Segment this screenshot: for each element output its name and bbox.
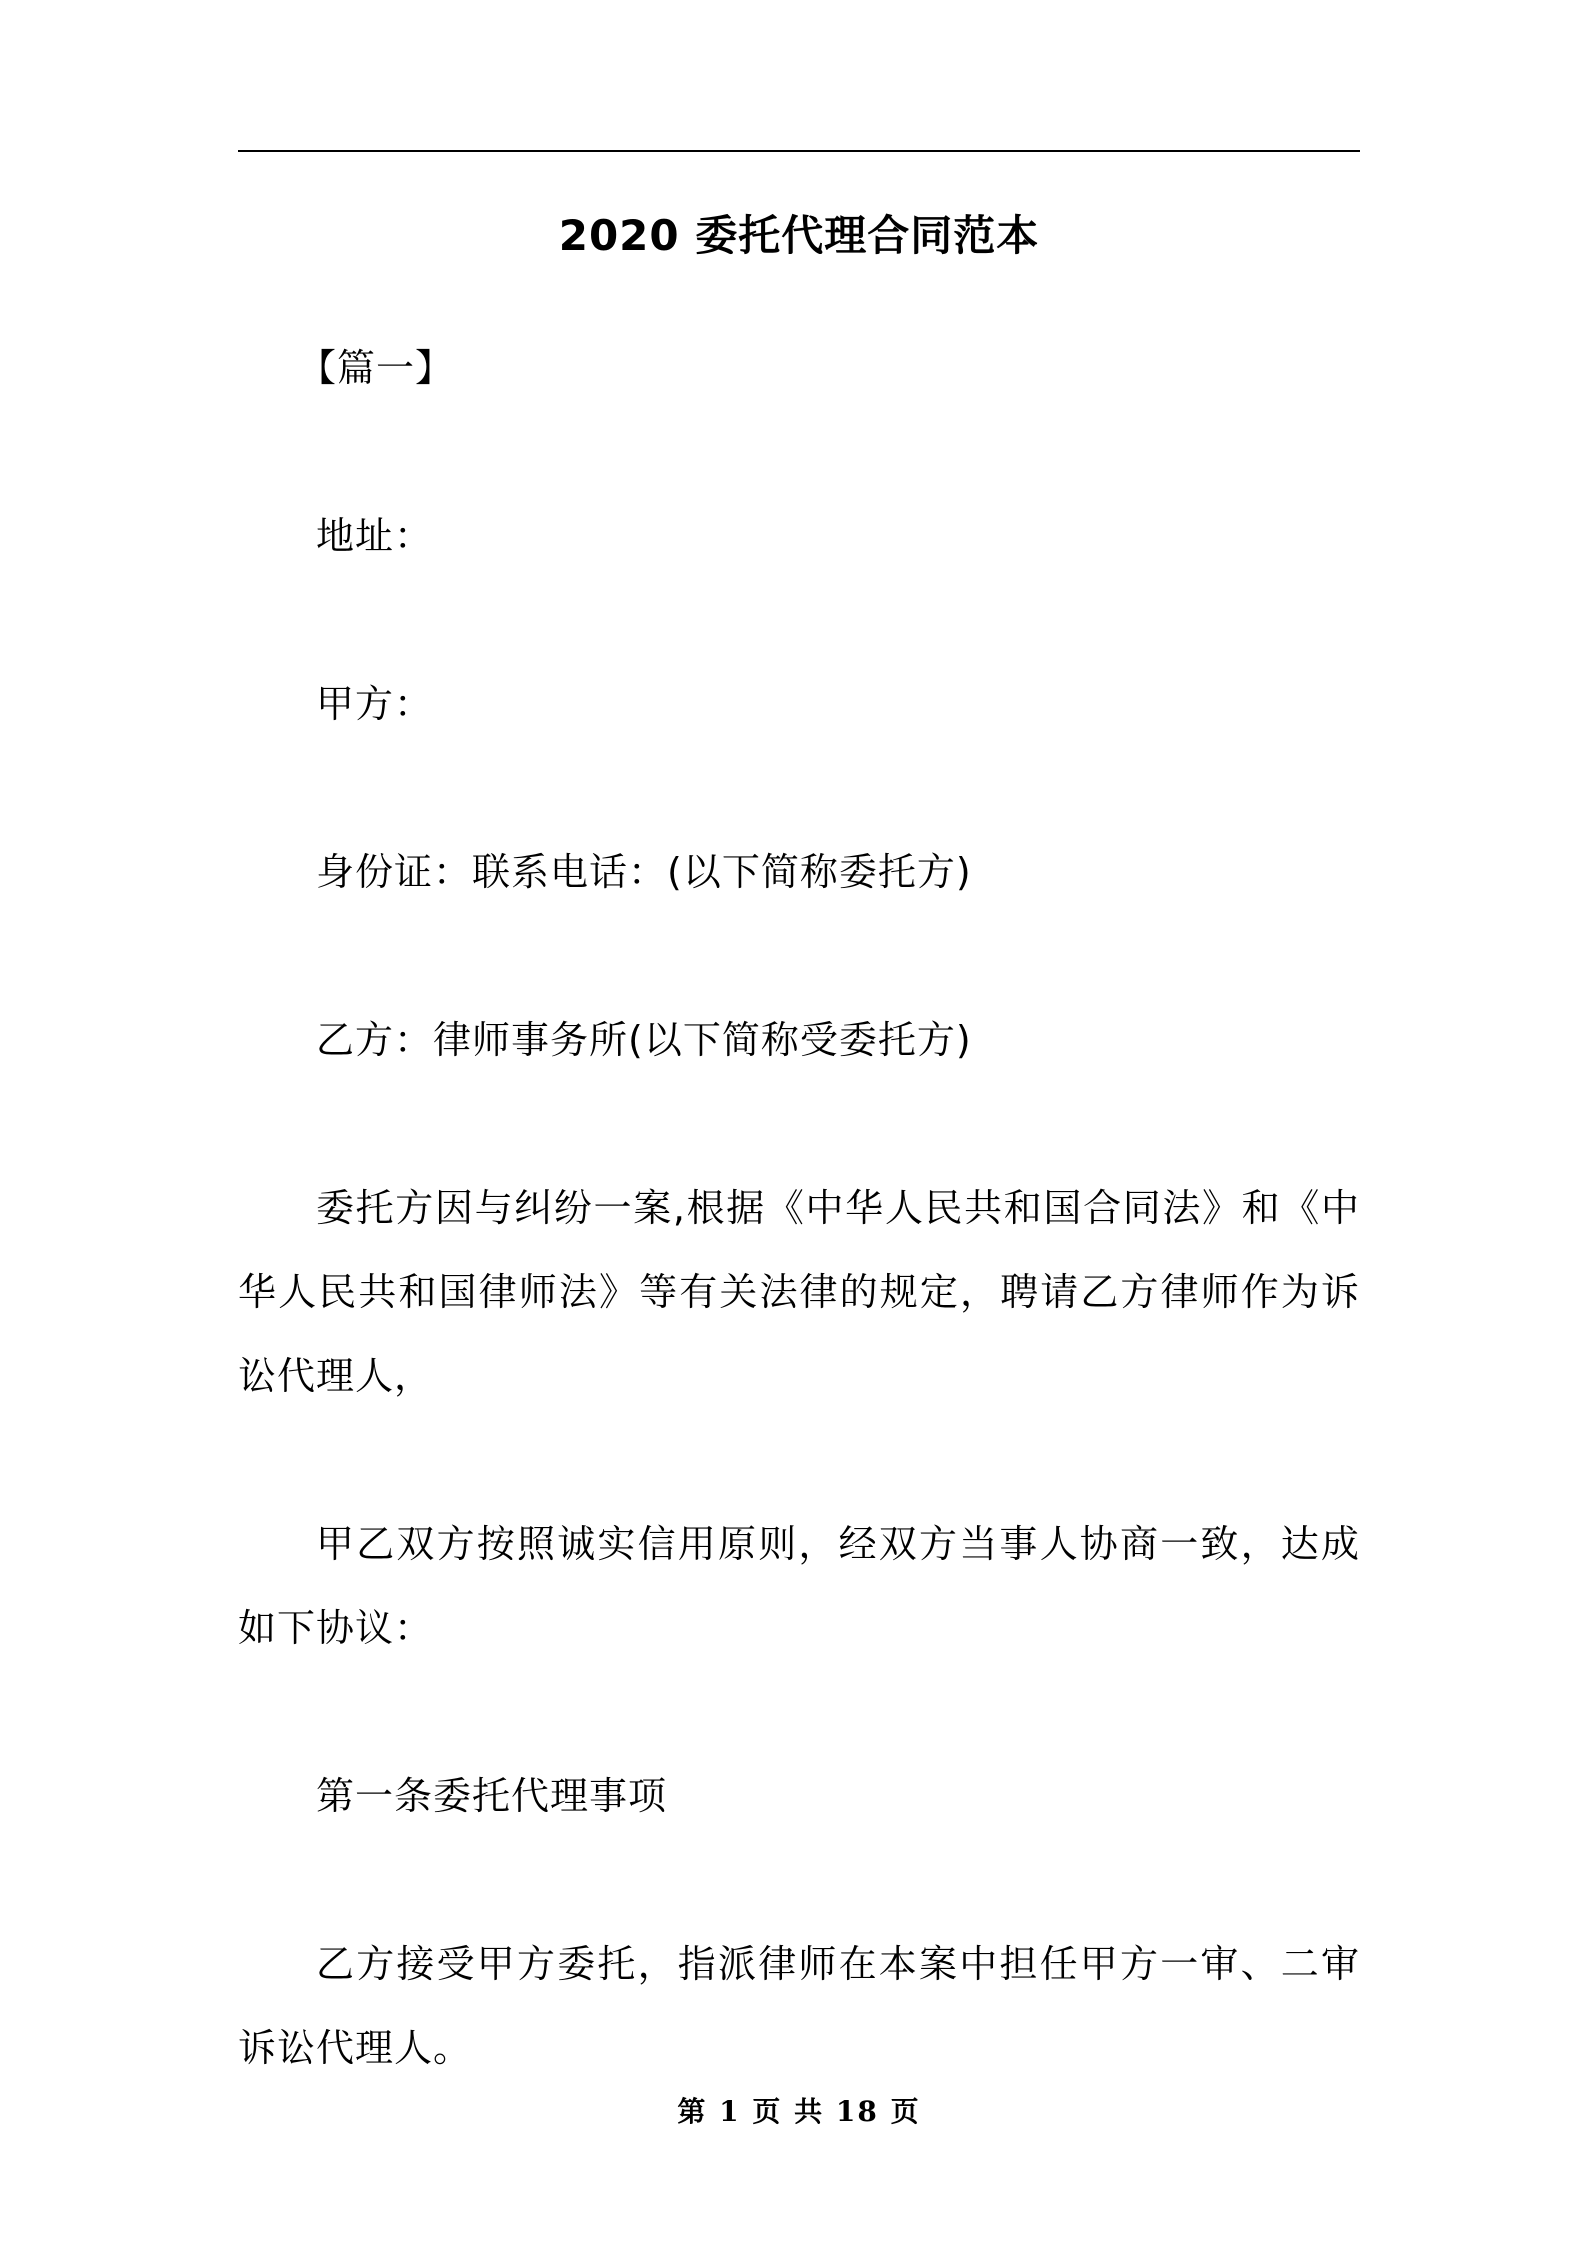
paragraph-gap — [238, 1418, 1360, 1502]
document-body — [238, 326, 1360, 2090]
paragraph-gap — [238, 1670, 1360, 1754]
article-one-heading: 第一条委托代理事项 — [316, 1774, 668, 1818]
paragraph-gap — [238, 746, 1360, 830]
id-phone-line: 身份证：联系电话：(以下简称委托方) — [316, 850, 972, 894]
paragraph-gap — [238, 1838, 1360, 1922]
header-rule — [238, 150, 1360, 152]
paragraph-gap — [238, 914, 1360, 998]
paragraph-gap — [238, 1082, 1360, 1166]
address-line: 地址： — [316, 514, 434, 558]
article-one-body: 乙方接受甲方委托，指派律师在本案中担任甲方一审、二审诉讼代理人。 — [238, 1942, 1360, 2070]
legal-basis-paragraph: 委托方因与纠纷一案,根据《中华人民共和国合同法》和《中华人民共和国律师法》等有关法律的规定，聘请乙方律师作为诉讼代理人， — [238, 1186, 1360, 1398]
party-a-line: 甲方： — [316, 682, 434, 726]
agreement-paragraph: 甲乙双方按照诚实信用原则，经双方当事人协商一致，达成如下协议： — [238, 1522, 1360, 1650]
paragraph-gap — [238, 410, 1360, 494]
page-footer: 第 1 页 共 18 页 — [677, 2095, 921, 2128]
party-b-line: 乙方：律师事务所(以下简称受委托方) — [316, 1018, 972, 1062]
document-title: 2020 委托代理合同范本 — [558, 211, 1040, 260]
paragraph-gap — [238, 578, 1360, 662]
section-label: 【篇一】 — [298, 346, 455, 390]
